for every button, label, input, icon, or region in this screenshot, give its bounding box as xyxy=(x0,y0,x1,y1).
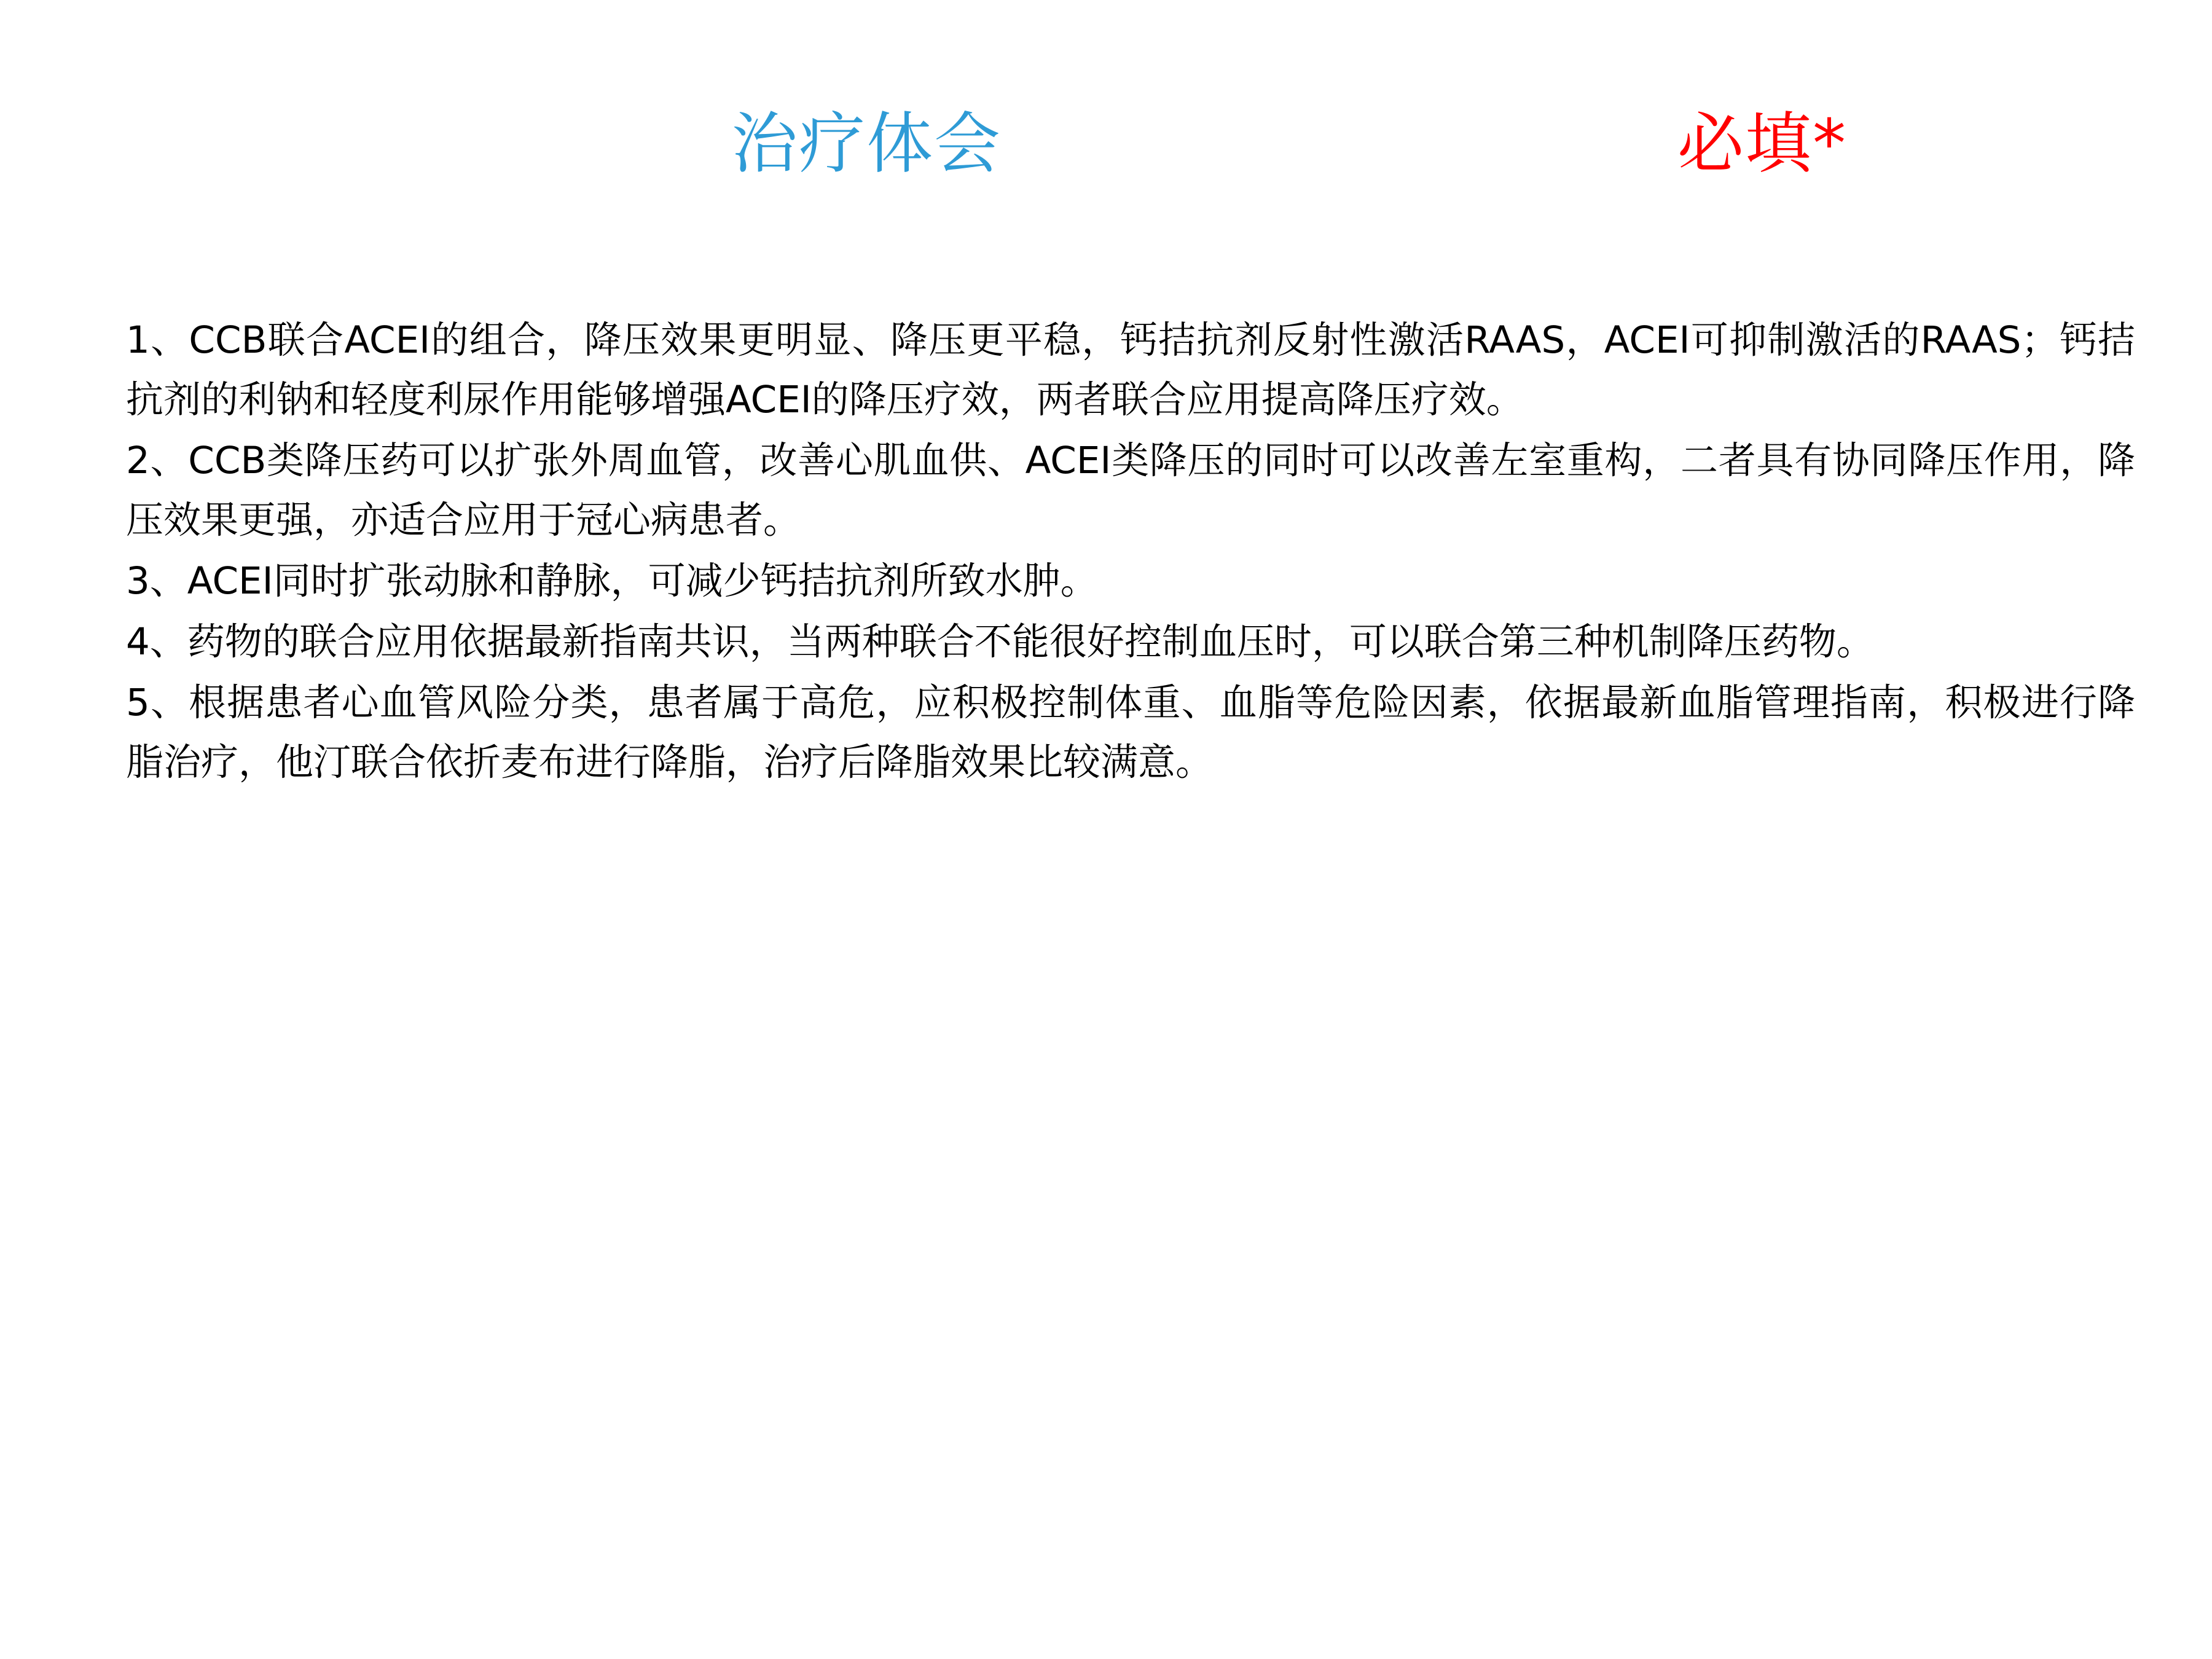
slide-header xyxy=(0,104,2212,190)
paragraph-item: 4、药物的联合应用依据最新指南共识，当两种联合不能很好控制血压时，可以联合第三种机制降压药物。 xyxy=(126,620,1874,664)
paragraph-item: 5、根据患者心血管风险分类，患者属于高危，应积极控制体重、血脂等危险因素，依据最新血脂管理指南，积极进行降脂治疗，他汀联合依折麦布进行降脂，治疗后降脂效果比较满意。 xyxy=(126,681,2135,784)
paragraph-item: 3、ACEI同时扩张动脉和静脉，可减少钙拮抗剂所致水肿。 xyxy=(126,559,1098,603)
page-title: 治疗体会 xyxy=(731,106,1002,182)
content-body xyxy=(126,310,2135,793)
required-field-marker: 必填* xyxy=(1677,106,1848,182)
paragraph-item: 1、CCB联合ACEI的组合，降压效果更明显、降压更平稳，钙拮抗剂反射性激活RAAS，ACEI可抑制激活的RAAS；钙拮抗剂的利钠和轻度利尿作用能够增强ACEI的降压疗效，两者联合应用提高降压疗效。 xyxy=(126,318,2135,422)
paragraph-item: 2、CCB类降压药可以扩张外周血管，改善心肌血供、ACEI类降压的同时可以改善左室重构，二者具有协同降压作用，降压效果更强，亦适合应用于冠心病患者。 xyxy=(126,439,2135,542)
